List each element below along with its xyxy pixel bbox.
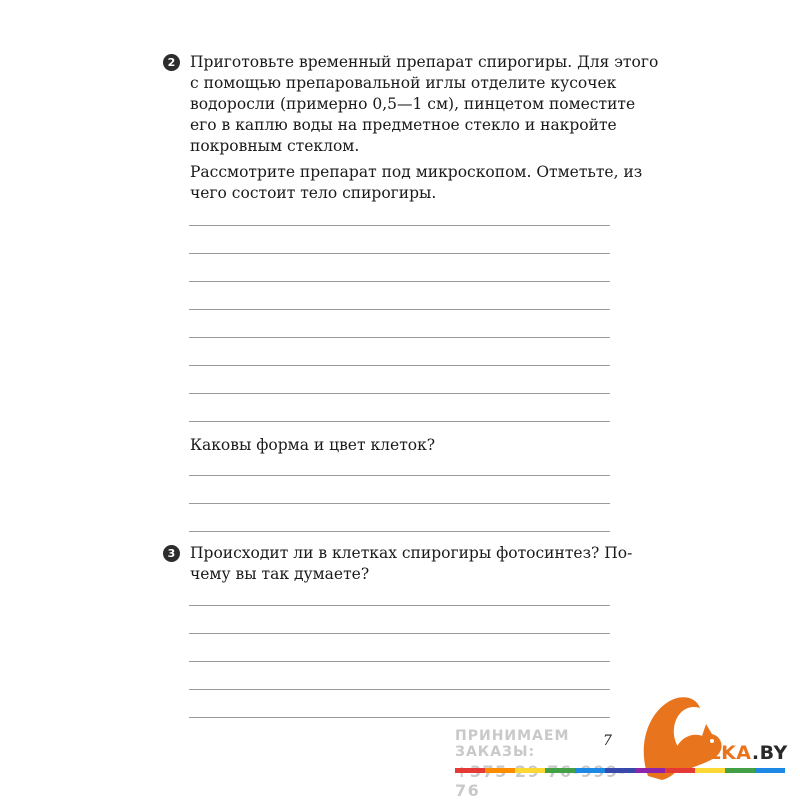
answer-line[interactable] <box>189 605 610 606</box>
logo-domain: .BY <box>751 742 788 764</box>
answer-line[interactable] <box>189 337 610 338</box>
answer-line[interactable] <box>189 689 610 690</box>
logo-brand: BELKA <box>680 742 752 764</box>
answer-line[interactable] <box>189 225 610 226</box>
text-line: Происходит ли в клетках спирогиры фотосинтез? По- <box>190 544 633 562</box>
text-line: покровным стеклом. <box>190 137 360 155</box>
answer-line[interactable] <box>189 281 610 282</box>
subquestion-text: Каковы форма и цвет клеток? <box>190 436 436 454</box>
answer-line[interactable] <box>189 531 610 532</box>
answer-line[interactable] <box>189 421 610 422</box>
watermark-phone: 76 <box>455 781 481 800</box>
task-question <box>190 543 633 585</box>
task-number-badge <box>163 54 180 71</box>
text-line: водоросли (примерно 0,5—1 см), пинцетом поместите <box>190 95 636 113</box>
answer-line[interactable] <box>189 365 610 366</box>
task-number: 2 <box>167 56 176 69</box>
answer-line[interactable] <box>189 633 610 634</box>
answer-line[interactable] <box>189 309 610 310</box>
watermark <box>455 728 640 800</box>
page-number: 7 <box>603 733 612 749</box>
text-line: чего состоит тело спирогиры. <box>190 184 437 202</box>
text-line: Приготовьте временный препарат спирогиры. Для этого <box>190 53 659 71</box>
task-number-badge <box>163 545 180 562</box>
task-question <box>190 162 643 204</box>
answer-line[interactable] <box>189 393 610 394</box>
task-number: 3 <box>167 547 176 560</box>
answer-line[interactable] <box>189 661 610 662</box>
answer-line[interactable] <box>189 717 610 718</box>
task-instructions <box>190 52 659 157</box>
text-line: Рассмотрите препарат под микроскопом. Отметьте, из <box>190 163 643 181</box>
watermark-line-1: ПРИНИМАЕМ ЗАКАЗЫ: <box>455 728 570 760</box>
logo-text <box>680 742 788 764</box>
answer-line[interactable] <box>189 503 610 504</box>
text-line: с помощью препаровальной иглы отделите кусочек <box>190 74 617 92</box>
answer-line[interactable] <box>189 475 610 476</box>
text-line: чему вы так думаете? <box>190 565 370 583</box>
answer-line[interactable] <box>189 253 610 254</box>
text-line: его в каплю воды на предметное стекло и накройте <box>190 116 617 134</box>
